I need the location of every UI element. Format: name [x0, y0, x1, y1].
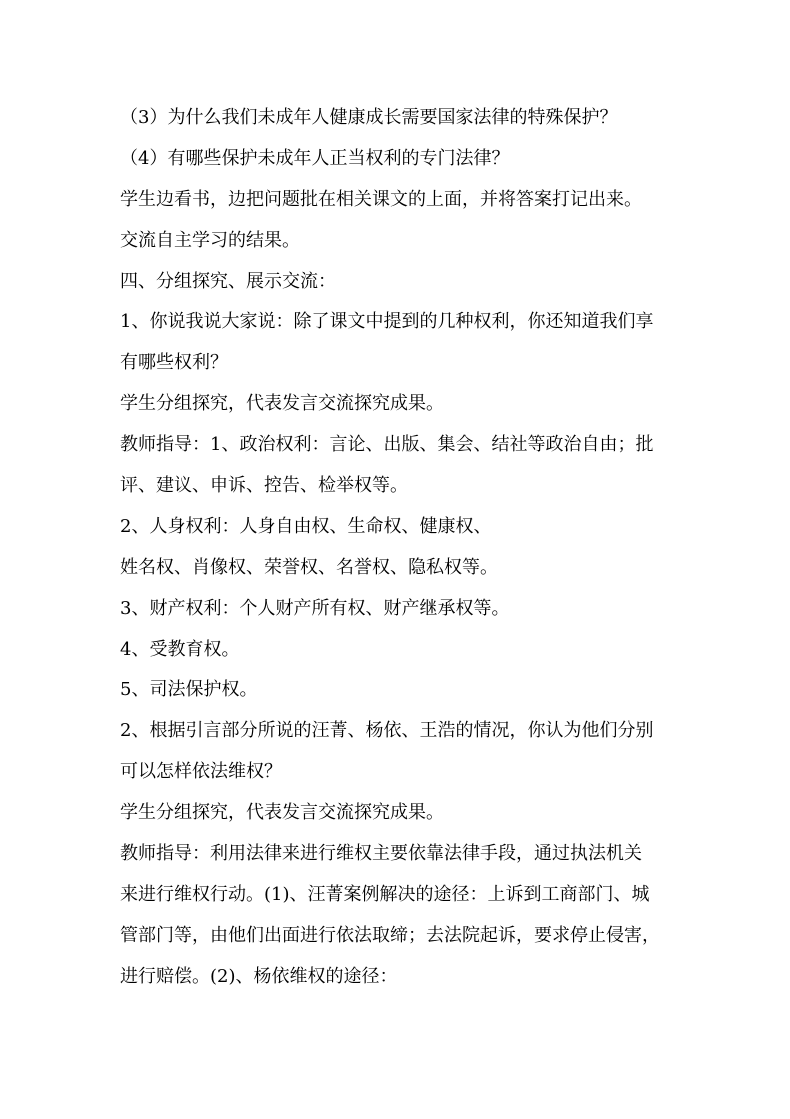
question-4: （4）有哪些保护未成年人正当权利的专门法律？ [120, 147, 510, 169]
paragraph-line: 学生分组探究，代表发言交流探究成果。 [120, 393, 444, 415]
question-3: （3）为什么我们未成年人健康成长需要国家法律的特殊保护？ [120, 107, 618, 128]
paragraph-line: 可以怎样依法维权？ [120, 761, 282, 783]
paragraph-line: 进行赔偿。(2)、杨依维权的途径： [120, 965, 398, 987]
paragraph-line: 2、人身权利：人身自由权、生命权、健康权、 [120, 515, 492, 537]
paragraph-line: 评、建议、申诉、控告、检举权等。 [120, 475, 408, 497]
paragraph-line: 教师指导：1、政治权利：言论、出版、集会、结社等政治自由；批 [120, 434, 654, 456]
section-heading: 四、分组探究、展示交流： [120, 270, 336, 292]
document-body [120, 98, 680, 998]
paragraph-line: 5、司法保护权。 [120, 679, 258, 701]
paragraph-line: 姓名权、肖像权、荣誉权、名誉权、隐私权等。 [120, 556, 498, 578]
paragraph-line: 交流自主学习的结果。 [120, 229, 300, 251]
paragraph-line: 管部门等，由他们出面进行依法取缔；去法院起诉，要求停止侵害， [120, 924, 660, 946]
paragraph-line: 学生分组探究，代表发言交流探究成果。 [120, 802, 444, 824]
paragraph-line: 来进行维权行动。(1)、汪菁案例解决的途径：上诉到工商部门、城 [120, 883, 650, 905]
paragraph-line: 教师指导：利用法律来进行维权主要依靠法律手段，通过执法机关 [120, 843, 642, 865]
paragraph-line: 学生边看书，边把问题批在相关课文的上面，并将答案打记出来。 [120, 188, 642, 210]
paragraph-line: 3、财产权利：个人财产所有权、财产继承权等。 [120, 597, 510, 619]
paragraph-line: 2、根据引言部分所说的汪菁、杨依、王浩的情况，你认为他们分别 [120, 720, 654, 742]
paragraph-line: 有哪些权利？ [120, 352, 228, 374]
paragraph-line: 4、受教育权。 [120, 638, 240, 660]
paragraph-line: 1、你说我说大家说：除了课文中提到的几种权利，你还知道我们享 [120, 311, 654, 333]
